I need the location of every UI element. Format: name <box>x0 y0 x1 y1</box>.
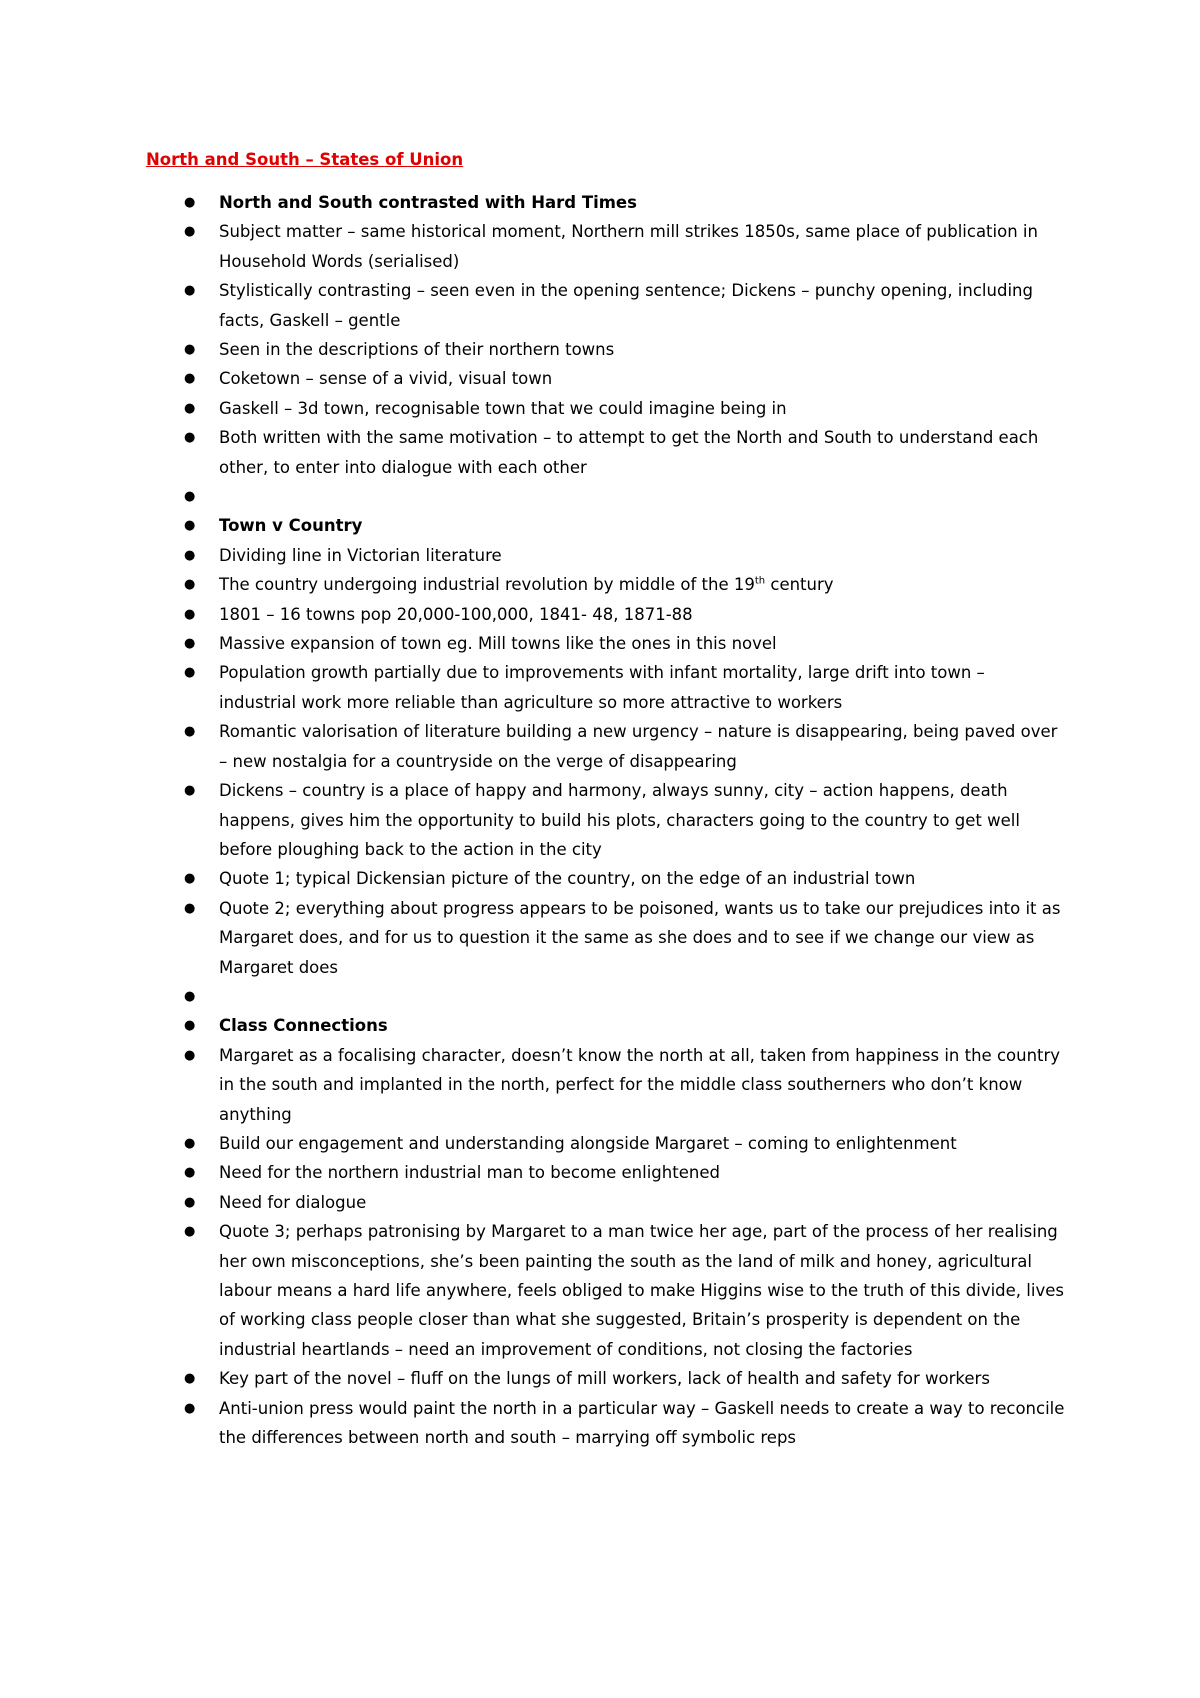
list-item-text <box>219 781 1020 859</box>
list-item-text <box>219 369 552 388</box>
list-item <box>146 1217 1066 1364</box>
list-item-text <box>219 222 1038 270</box>
list-item <box>146 217 1066 276</box>
list-item-text <box>219 281 1033 329</box>
section-heading-item <box>146 1011 1066 1040</box>
list-item-main-text: Build our engagement and understanding alongside Margaret – coming to enlightenment <box>219 1133 957 1153</box>
list-item-main-text: Key part of the novel – fluff on the lungs of mill workers, lack of health and safety for workers <box>219 1369 990 1389</box>
bullet-icon: ● <box>184 1018 196 1034</box>
bullet-icon: ● <box>184 489 196 505</box>
list-item-main-text: North and South contrasted with Hard Times <box>219 193 637 212</box>
list-item-text <box>219 722 1057 770</box>
list-item-main-text: Class Connections <box>219 1016 388 1036</box>
list-item <box>146 1158 1066 1187</box>
list-item <box>146 276 1066 335</box>
list-item-main-text: Gaskell – 3d town, recognisable town that we could imagine being in <box>219 398 787 418</box>
bullet-icon: ● <box>184 342 196 358</box>
list-item <box>146 717 1066 776</box>
list-item <box>146 600 1066 629</box>
bullet-list <box>146 188 1066 1452</box>
list-item-main-text: Dividing line in Victorian literature <box>219 545 502 565</box>
list-item-main-text: Quote 1; typical Dickensian picture of the country, on the edge of an industrial town <box>219 869 916 889</box>
bullet-icon: ● <box>184 1047 196 1063</box>
list-item-text <box>219 899 1060 977</box>
list-item-main-text: Dickens – country is a place of happy and harmony, always sunny, city – action happens, death happens, gives him the opportunity to build his plots, characters going to the country to get well before ploughing back to the action in the city <box>219 781 1020 859</box>
list-item-text <box>219 1016 388 1035</box>
list-item-main-text: Anti-union press would paint the north in a particular way – Gaskell needs to create a way to reconcile the differences between north and south – marrying off symbolic reps <box>219 1398 1065 1448</box>
list-item-main-text: Need for the northern industrial man to become enlightened <box>219 1163 720 1183</box>
list-item-text <box>219 1046 1060 1124</box>
list-item <box>146 482 1066 511</box>
list-item-text <box>219 193 637 212</box>
list-item-main-text: Seen in the descriptions of their northern towns <box>219 340 615 360</box>
list-item-main-text: Massive expansion of town eg. Mill towns like the ones in this novel <box>219 634 777 654</box>
bullet-icon: ● <box>184 783 196 799</box>
list-item-text <box>219 516 362 535</box>
bullet-icon: ● <box>184 1135 196 1151</box>
list-item <box>146 541 1066 570</box>
list-item-text <box>219 869 915 888</box>
list-item-text <box>219 1369 990 1388</box>
ordinal-superscript: th <box>754 575 766 587</box>
list-item-text <box>219 663 985 711</box>
document-body <box>146 146 1066 1452</box>
list-item-text <box>219 1163 720 1182</box>
list-item-main-text: Stylistically contrasting – seen even in the opening sentence; Dickens – punchy opening, including facts, Gaskell – gentle <box>219 281 1033 330</box>
list-item-text <box>219 546 502 565</box>
list-item <box>146 1364 1066 1393</box>
bullet-icon: ● <box>184 400 196 416</box>
list-item <box>146 1394 1066 1453</box>
list-item-text <box>219 1399 1064 1447</box>
bullet-icon: ● <box>184 1194 196 1210</box>
bullet-icon: ● <box>184 636 196 652</box>
list-item-text <box>219 428 1038 476</box>
list-item <box>146 1188 1066 1217</box>
bullet-icon: ● <box>184 1165 196 1181</box>
list-item-text <box>219 1134 957 1153</box>
bullet-icon: ● <box>184 371 196 387</box>
bullet-icon: ● <box>184 430 196 446</box>
bullet-icon: ● <box>184 518 196 534</box>
bullet-icon: ● <box>184 547 196 563</box>
document-title: North and South – States of Union <box>146 150 464 169</box>
list-item-main-text: Town v Country <box>219 516 363 536</box>
list-item <box>146 894 1066 982</box>
list-item-main-text: 1801 – 16 towns pop 20,000-100,000, 1841- 48, 1871-88 <box>219 604 693 624</box>
bullet-icon: ● <box>184 283 196 299</box>
bullet-icon: ● <box>184 900 196 916</box>
bullet-icon: ● <box>184 724 196 740</box>
bullet-icon: ● <box>184 577 196 593</box>
list-item-trailing-text: century <box>765 575 834 595</box>
bullet-icon: ● <box>184 1400 196 1416</box>
bullet-icon: ● <box>184 988 196 1004</box>
list-item-text <box>219 1193 366 1212</box>
list-item-main-text: Subject matter – same historical moment, Northern mill strikes 1850s, same place of publication in Household Words (serialised) <box>219 222 1038 271</box>
list-item-main-text: Margaret as a focalising character, doesn’t know the north at all, taken from happiness in the country in the south and implanted in the north, perfect for the middle class southerners who don’t know anything <box>219 1045 1061 1124</box>
list-item <box>146 629 1066 658</box>
bullet-icon: ● <box>184 1371 196 1387</box>
bullet-icon: ● <box>184 195 196 210</box>
list-item <box>146 423 1066 482</box>
bullet-icon: ● <box>184 871 196 887</box>
list-item-text <box>219 399 787 418</box>
list-item-text <box>219 340 614 359</box>
list-item <box>146 658 1066 717</box>
list-item-main-text: Both written with the same motivation – to attempt to get the North and South to understand each other, to enter into dialogue with each other <box>219 428 1039 477</box>
list-item-text <box>219 605 693 624</box>
list-item-main-text: Quote 3; perhaps patronising by Margaret to a man twice her age, part of the process of her realising her own misconceptions, she’s been painting the south as the land of milk and honey, agricultural labour means a hard life anywhere, feels obliged to make Higgins wise to the truth of this divide, lives of working class people closer than what she suggested, Britain’s prosperity is dependent on the industrial heartlands – need an improvement of conditions, not closing the factories <box>219 1222 1064 1359</box>
list-item-main-text: The country undergoing industrial revolution by middle of the 19 <box>219 575 755 595</box>
bullet-icon: ● <box>184 665 196 681</box>
bullet-icon: ● <box>184 606 196 622</box>
list-item <box>146 982 1066 1011</box>
list-item-main-text: Coketown – sense of a vivid, visual town <box>219 369 553 389</box>
bullet-icon: ● <box>184 224 196 240</box>
list-item-text <box>219 634 777 653</box>
list-item-text <box>219 575 834 594</box>
list-item <box>146 1129 1066 1158</box>
section-heading-item <box>146 188 1066 217</box>
list-item <box>146 335 1066 364</box>
list-item-text <box>219 1222 1064 1359</box>
list-item <box>146 394 1066 423</box>
list-item-main-text: Population growth partially due to improvements with infant mortality, large drift into town – industrial work more reliable than agriculture so more attractive to workers <box>219 663 985 712</box>
list-item <box>146 864 1066 893</box>
section-heading-item <box>146 511 1066 540</box>
list-item <box>146 1041 1066 1129</box>
list-item <box>146 364 1066 393</box>
list-item <box>146 776 1066 864</box>
list-item-main-text: Romantic valorisation of literature building a new urgency – nature is disappearing, being paved over – new nostalgia for a countryside on the verge of disappearing <box>219 722 1058 771</box>
list-item-main-text: Need for dialogue <box>219 1192 367 1212</box>
bullet-icon: ● <box>184 1224 196 1240</box>
list-item-main-text: Quote 2; everything about progress appears to be poisoned, wants us to take our prejudices into it as Margaret does, and for us to question it the same as she does and to see if we change our view as Margaret does <box>219 898 1061 977</box>
list-item <box>146 570 1066 599</box>
